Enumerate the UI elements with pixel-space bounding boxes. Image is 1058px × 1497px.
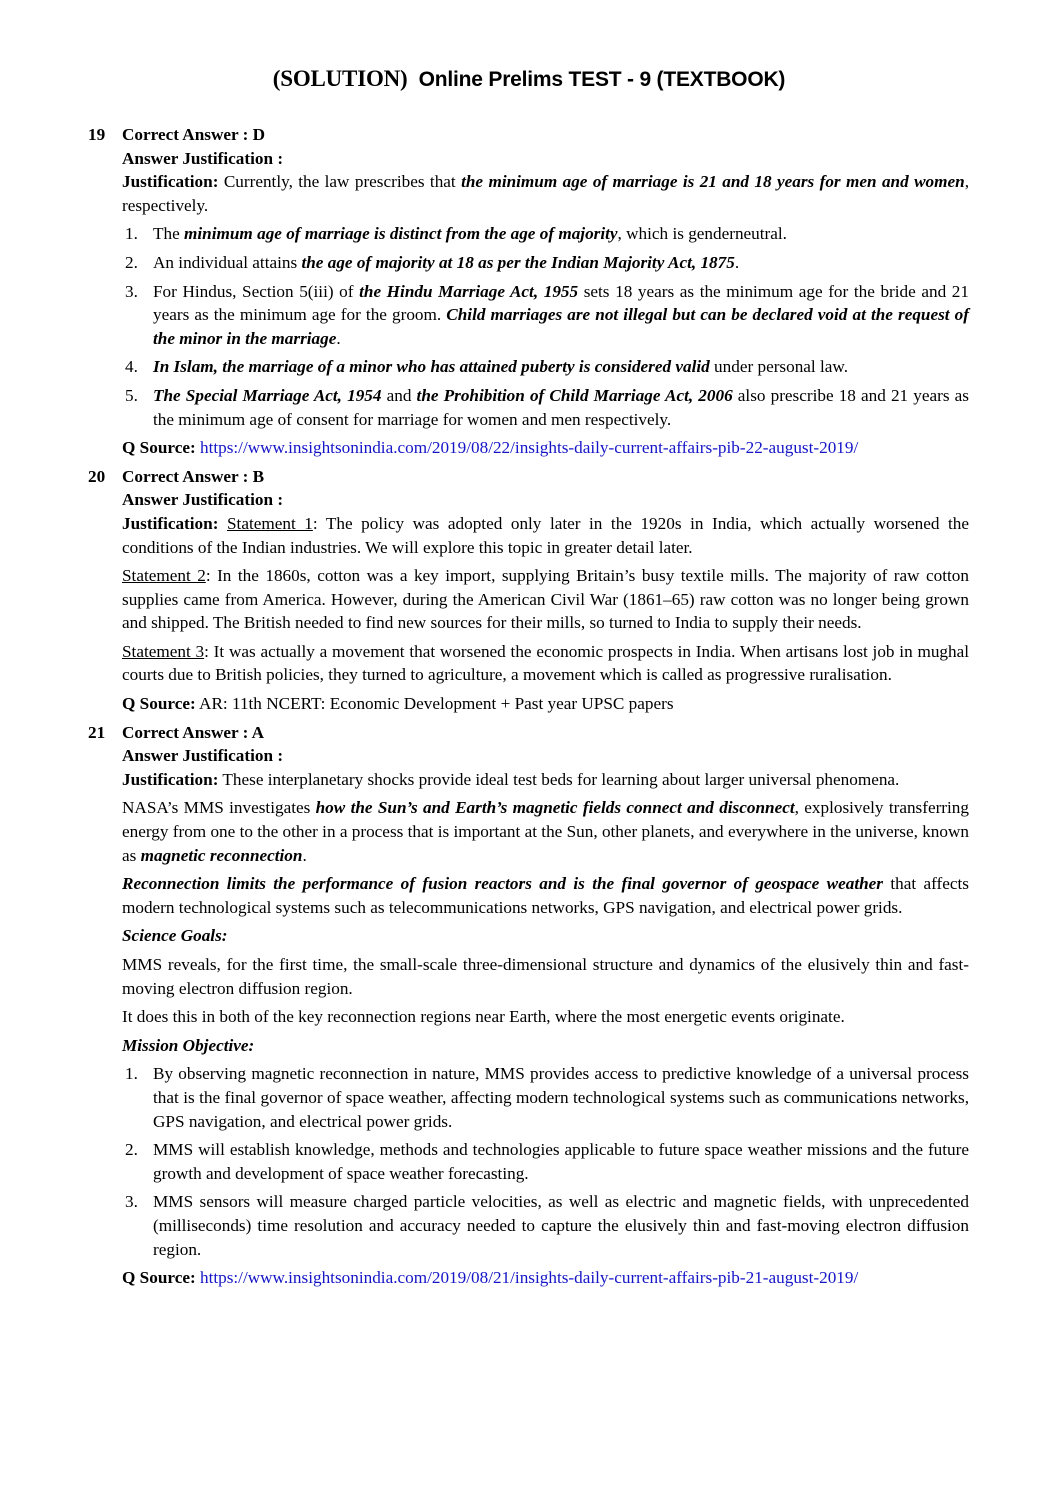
page-title [0, 64, 1058, 95]
list-item [122, 384, 969, 431]
emphasis: the Prohibition of Child Marriage Act, 2006 [416, 385, 733, 405]
list-item [122, 251, 969, 275]
source-link[interactable]: https://www.insightsonindia.com/2019/08/21/insights-daily-current-affairs-pib-21-august-2019/ [199, 1268, 859, 1288]
text: , explosively transferring energy from one to the other in a process that is important at the Sun, other planets, and everywhere in the universe, known as [122, 798, 969, 865]
statement-text: : The policy was adopted only later in the 1920s in India, which actually worsened the conditions of the Indian industries. We will explore this topic in greater detail later. [122, 513, 970, 557]
text: MMS will establish knowledge, methods and technologies applicable to future space weather missions and the future growth and development of space weather forecasting. [153, 1140, 969, 1183]
list-number: 3. [125, 1192, 138, 1212]
text: also prescribe 18 and 21 years as the minimum age of consent for marriage for women and men respectively. [153, 385, 969, 429]
text: These interplanetary shocks provide ideal test beds for learning about larger universal phenomena. [218, 769, 900, 789]
source-link[interactable]: https://www.insightsonindia.com/2019/08/22/insights-daily-current-affairs-pib-22-august-2019/ [199, 438, 859, 458]
q-source-label: Q Source: [122, 694, 196, 714]
paragraph: MMS reveals, for the first time, the small-scale three-dimensional structure and dynamics of the elusively thin and fast-moving electron diffusion region. [122, 955, 969, 998]
statement-label: Statement 1 [226, 513, 313, 533]
list-item [122, 280, 969, 351]
list-item [122, 1062, 969, 1133]
list-item [122, 355, 969, 379]
justification-label: Justification: [122, 172, 219, 192]
justification-paragraph [122, 512, 969, 559]
text: and [381, 385, 417, 405]
text: . [302, 845, 307, 865]
correct-answer [122, 465, 969, 489]
emphasis: Reconnection limits the performance of fusion reactors and is the final governor of geospace weather [122, 874, 883, 894]
correct-answer-value: D [252, 125, 266, 144]
text: By observing magnetic reconnection in nature, MMS provides access to predictive knowledge of a universal process that is the final governor of space weather, affecting modern technological systems such as communications networks, GPS navigation, and electrical power grids. [153, 1064, 969, 1131]
question-source [122, 436, 969, 460]
question-source [122, 692, 969, 716]
justification-paragraph [122, 768, 969, 792]
emphasis: magnetic reconnection [140, 845, 303, 865]
emphasis: The Special Marriage Act, 1954 [153, 385, 382, 405]
answer-justification-heading: Answer Justification : [122, 746, 284, 766]
title-test-name: Online Prelims TEST - 9 (TEXTBOOK) [418, 68, 786, 91]
statement-paragraph [122, 640, 969, 687]
list-number: 2. [125, 1140, 138, 1160]
list-item [122, 1190, 969, 1261]
list-item [122, 1138, 969, 1185]
text: that affects modern technological systems such as telecommunications networks, GPS navigation, and electrical power grids. [122, 874, 969, 917]
text: sets 18 years as the minimum age for the bride and 21 years as the minimum age for the groom. [153, 281, 969, 325]
source-text: AR: 11th NCERT: Economic Development + Past year UPSC papers [195, 694, 674, 714]
text: For Hindus, Section 5(iii) of [153, 281, 360, 301]
list-item [122, 222, 969, 246]
correct-answer [122, 123, 969, 147]
statement-label: Statement 3 [122, 641, 205, 661]
text: . [734, 252, 740, 272]
emphasis: the age of majority at 18 as per the Indian Majority Act, 1875 [301, 252, 735, 272]
mission-objective-list [122, 1062, 969, 1261]
science-goals-heading: Science Goals: [122, 926, 228, 946]
list-number: 2. [125, 252, 138, 272]
question-source [122, 1266, 969, 1290]
question-number: 19 [88, 125, 106, 144]
statement-text: : It was actually a movement that worsened the economic prospects in India. When artisans lost job in mughal courts due to British policies, they turned to agriculture, a movement which is called as progressive ruralisation. [122, 641, 969, 685]
correct-answer-label: Correct Answer : [122, 125, 253, 144]
emphasis: the Hindu Marriage Act, 1955 [359, 281, 579, 301]
text: under personal law. [709, 357, 848, 377]
question-number: 20 [88, 466, 106, 486]
paragraph: It does this in both of the key reconnection regions near Earth, where the most energetic events originate. [122, 1007, 845, 1027]
list-number: 5. [125, 385, 138, 405]
emphasis: the minimum age of marriage is 21 and 18 years for men and women [461, 172, 965, 192]
emphasis: Child marriages are not illegal but can be declared void at the request of the minor in the marriage [153, 305, 969, 348]
text: The [153, 224, 185, 244]
question-20 [0, 465, 1058, 716]
statement-text: : In the 1860s, cotton was a key import, supplying Britain’s busy textile mills. The majority of raw cotton supplies came from America. However, during the American Civil War (1861–65) raw cotton was no longer being grown and shipped. The British needed to find new sources for their mills, so turned to India to supply their needs. [122, 566, 969, 633]
correct-answer-value: B [252, 466, 265, 486]
text: An individual attains [153, 252, 302, 272]
q-source-label: Q Source: [122, 438, 196, 458]
emphasis: how the Sun’s and Earth’s magnetic fields connect and disconnect [315, 798, 795, 818]
question-21 [0, 721, 1058, 1290]
correct-answer-label: Correct Answer : [122, 722, 252, 742]
correct-answer-value: A [251, 722, 265, 742]
text: , which is genderneutral. [617, 224, 787, 244]
list-number: 1. [125, 1064, 138, 1084]
list-number: 4. [125, 357, 138, 377]
text: , respectively. [122, 172, 969, 215]
justification-label: Justification: [122, 769, 219, 789]
justification-label: Justification: [122, 513, 219, 533]
list-number: 3. [125, 281, 138, 301]
answer-justification-heading: Answer Justification : [122, 490, 284, 510]
solutions-content [0, 123, 1058, 1295]
text: . [336, 328, 341, 348]
emphasis: In Islam, the marriage of a minor who has attained puberty is considered valid [153, 357, 710, 377]
emphasis: minimum age of marriage is distinct from the age of majority [184, 224, 618, 244]
q-source-label: Q Source: [122, 1268, 196, 1288]
text: MMS sensors will measure charged particle velocities, as well as electric and magnetic fields, with unprecedented (milliseconds) time resolution and accuracy needed to capture the elusively thin and fast-moving electron diffusion region. [153, 1192, 969, 1259]
question-number: 21 [88, 722, 106, 742]
question-19 [0, 123, 1058, 460]
mission-objective-heading: Mission Objective: [122, 1035, 255, 1055]
text: Currently, the law prescribes that [218, 172, 462, 192]
answer-justification-heading: Answer Justification : [122, 148, 284, 168]
statement-label: Statement 2 [122, 566, 206, 586]
statement-paragraph [122, 564, 969, 635]
correct-answer [122, 721, 969, 745]
list-number: 1. [125, 224, 138, 244]
paragraph [122, 872, 969, 919]
paragraph [122, 796, 969, 867]
correct-answer-label: Correct Answer : [122, 466, 253, 486]
justification-list [122, 222, 969, 431]
justification-paragraph [122, 170, 969, 217]
text: NASA’s MMS investigates [122, 798, 316, 818]
title-solution: (SOLUTION) [272, 66, 408, 91]
